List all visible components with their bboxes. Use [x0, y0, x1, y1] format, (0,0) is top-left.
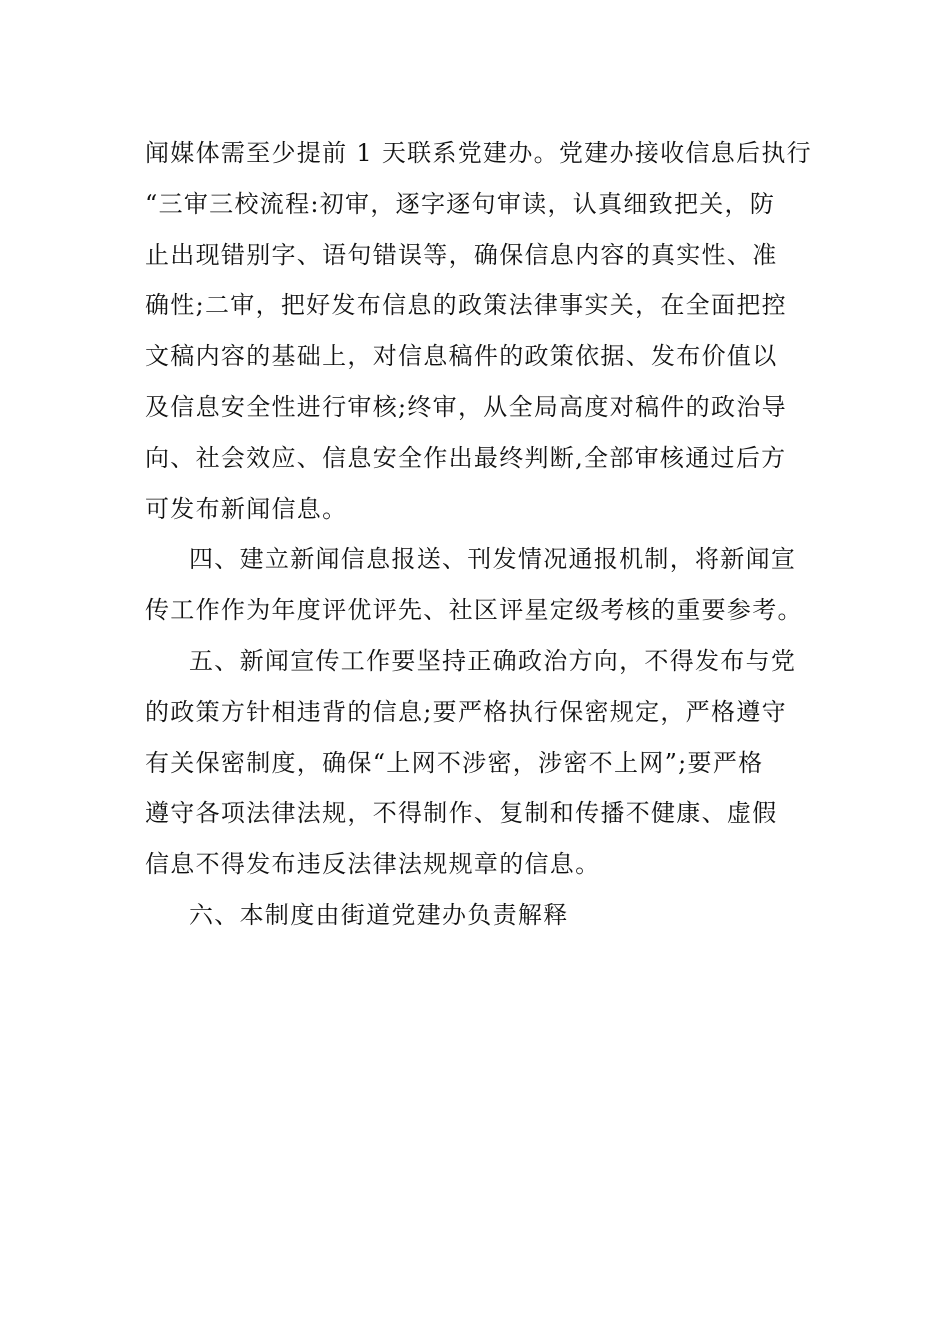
- text-line: 及信息安全性进行审核;终审，从全局高度对稿件的政治导: [145, 392, 787, 421]
- text-line: 传工作作为年度评优评先、社区评星定级考核的重要参考。: [145, 596, 803, 625]
- section-five-heading-line: 五、新闻宣传工作要坚持正确政治方向，不得发布与党: [189, 646, 797, 675]
- text-line: 的政策方针相违背的信息;要严格执行保密规定，严格遵守: [145, 697, 787, 726]
- text-line: 有关保密制度，确保“上网不涉密，涉密不上网”;要严格: [145, 748, 764, 777]
- document-body: [145, 128, 810, 941]
- text-line: 可发布新闻信息。: [145, 494, 348, 523]
- text-line: 遵守各项法律法规，不得制作、复制和传播不健康、虚假: [145, 799, 778, 828]
- text-line: 文稿内容的基础上，对信息稿件的政策依据、发布价值以: [145, 342, 778, 371]
- section-four-heading-line: 四、建立新闻信息报送、刊发情况通报机制，将新闻宣: [189, 545, 797, 574]
- section-six-heading-line: 六、本制度由街道党建办负责解释: [189, 900, 569, 929]
- text-line: 止出现错别字、语句错误等，确保信息内容的真实性、准: [145, 240, 778, 269]
- text-line: 确性;二审，把好发布信息的政策法律事实关，在全面把控: [145, 291, 787, 320]
- text-line: “三审三校流程:初审，逐字逐句审读，认真细致把关，防: [145, 189, 776, 218]
- text-line: 闻媒体需至少提前 1 天联系党建办。党建办接收信息后执行: [145, 139, 812, 167]
- text-line: 信息不得发布违反法律法规规章的信息。: [145, 850, 601, 879]
- text-line: 向、社会效应、信息安全作出最终判断,全部审核通过后方: [145, 443, 787, 472]
